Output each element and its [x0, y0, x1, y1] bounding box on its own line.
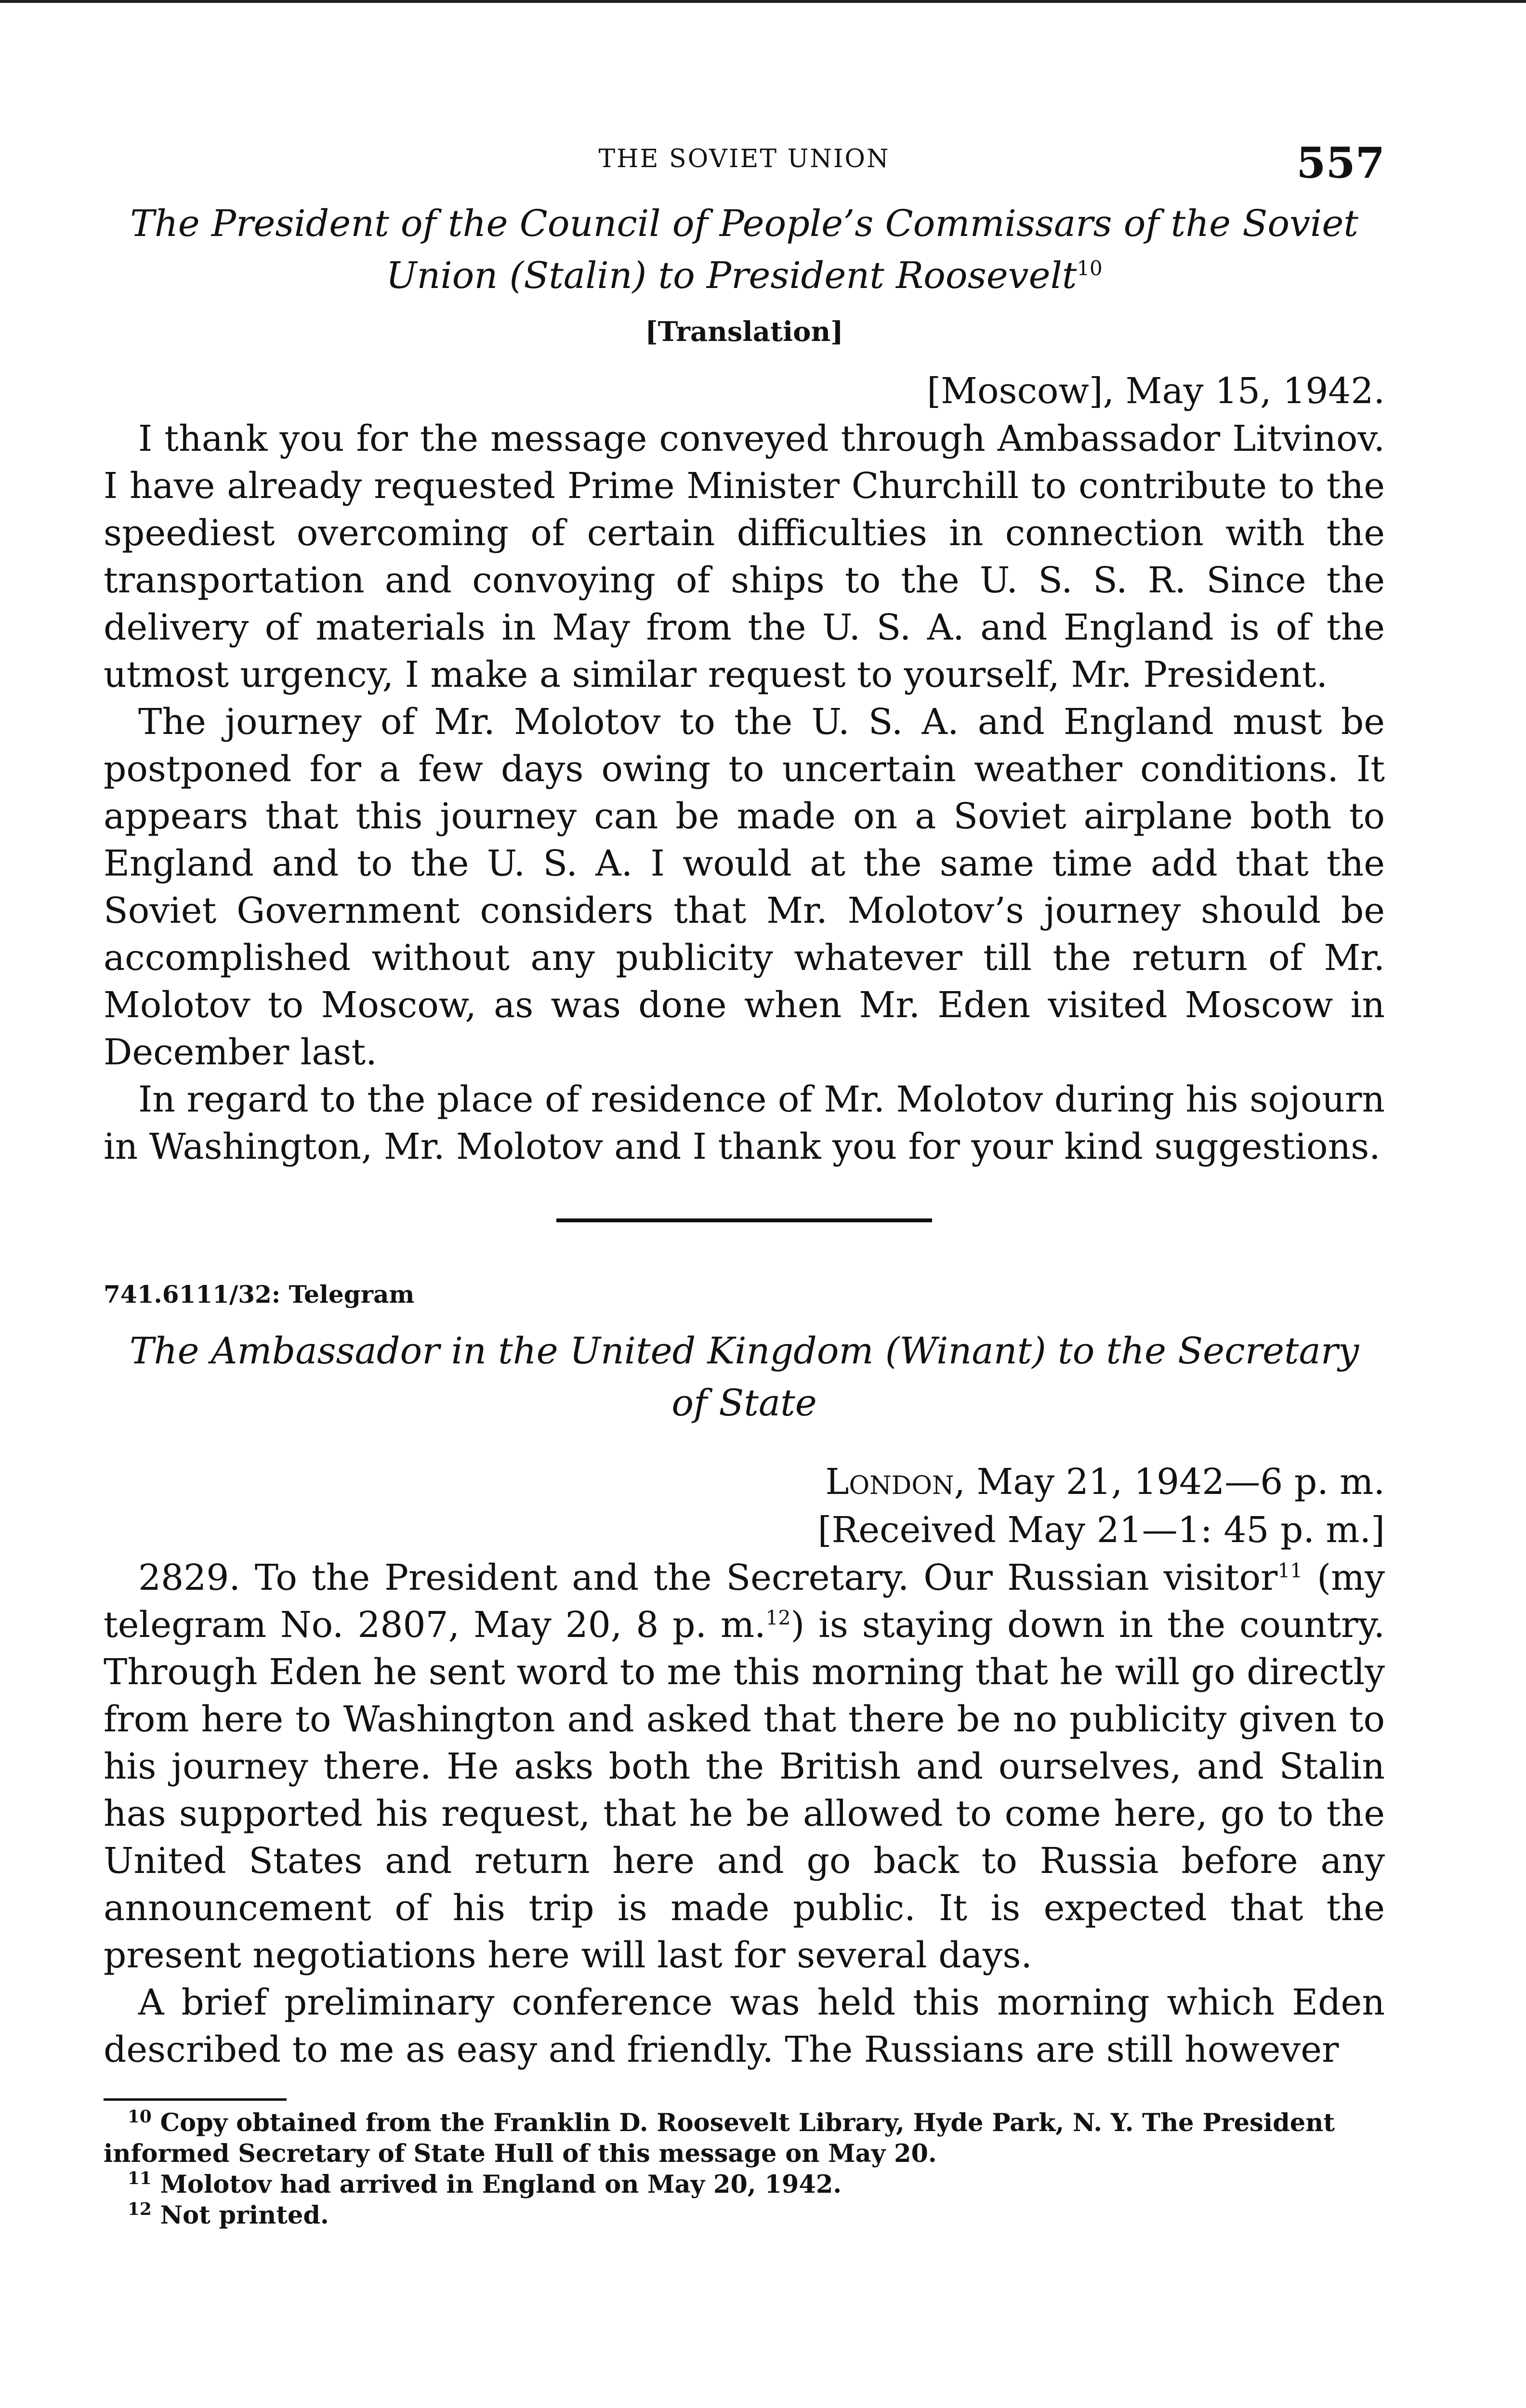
footnote: [104, 2169, 1385, 2200]
received-line: [Received May 21—1: 45 p. m.]: [817, 1509, 1385, 1551]
footnote-mark: 12: [128, 2199, 152, 2219]
section-divider: [556, 1218, 932, 1222]
document-heading: The Ambassador in the United Kingdom (Winant) to the Secretary of State: [129, 1329, 1359, 1424]
body-paragraph: The journey of Mr. Molotov to the U. S. A. and England must be postponed for a few days owing to uncertain weather conditions. It appears that this journey can be made on a Soviet airplane both to England and to the U. S. A. I would at the same time add that the Soviet Government considers that Mr. Molotov’s journey should be accomplished without any publicity whatever till the return of Mr. Molotov to Moscow, as was done when Mr. Eden visited Moscow in December last.: [104, 701, 1385, 1073]
page-body: [104, 138, 1385, 2231]
document-heading: [123, 197, 1366, 301]
footnote-ref-10[interactable]: 10: [1077, 256, 1103, 280]
document-winant-to-secretary: [104, 1280, 1385, 2073]
dateline-place: London,: [825, 1461, 965, 1503]
footnote: [104, 2107, 1385, 2169]
footnote-ref-11[interactable]: 11: [1277, 1559, 1303, 1583]
footnote-text: Copy obtained from the Franklin D. Roosevelt Library, Hyde Park, N. Y. The President informed Secretary of State Hull of this message on May 20.: [104, 2108, 1335, 2168]
dateline-time: May 21, 1942—6 p. m.: [976, 1461, 1385, 1503]
paragraph-text: 2829. To the President and the Secretary. Our Russian visitor: [138, 1557, 1278, 1598]
footnote-divider: [104, 2098, 287, 2101]
footnote-mark: 10: [128, 2107, 152, 2127]
footnote-text: Molotov had arrived in England on May 20, 1942.: [160, 2170, 842, 2199]
footnote: [104, 2200, 1385, 2231]
file-reference: 741.6111/32: Telegram: [104, 1280, 415, 1309]
running-title: THE SOVIET UNION: [598, 144, 890, 173]
footnote-text: Not printed.: [160, 2201, 329, 2230]
footnote-ref-12[interactable]: 12: [765, 1606, 791, 1630]
page-number: 557: [1296, 138, 1385, 188]
paragraph-text: ) is staying down in the country. Through Eden he sent word to me this morning that he will go directly from here to Washington and asked that there be no publicity given to his journey there. He asks both the British and ourselves, and Stalin has supported his request, that he be allowed to come here, go to the United States and return here and go back to Russia before any announcement of his trip is made public. It is expected that the present negotiations here will last for several days.: [104, 1604, 1385, 1976]
document-stalin-to-roosevelt: [104, 197, 1385, 1170]
paragraph-text: (my telegram No. 2807, May 20, 8 p. m.: [104, 1557, 1385, 1646]
body-paragraph: I thank you for the message conveyed through Ambassador Litvinov. I have already requested Prime Minister Churchill to contribute to the speediest overcoming of certain difficulties in connection with the transportation and convoying of ships to the U. S. S. R. Since the delivery of materials in May from the U. S. A. and England is of the utmost urgency, I make a similar request to yourself, Mr. President.: [104, 418, 1385, 695]
body-paragraph: [104, 1554, 1385, 1979]
dateline: [104, 1458, 1385, 1506]
body-paragraph: A brief preliminary conference was held this morning which Eden described to me as easy and friendly. The Russians are still however: [104, 1982, 1385, 2070]
heading-text: The President of the Council of People’s Commissars of the Soviet Union (Stalin) to President Roosevelt: [130, 202, 1358, 297]
footnote-mark: 11: [128, 2168, 152, 2188]
body-paragraph: In regard to the place of residence of Mr. Molotov during his sojourn in Washington, Mr. Molotov and I thank you for your kind suggestions.: [104, 1079, 1385, 1167]
running-head: [104, 138, 1385, 197]
translation-note: [Translation]: [645, 316, 843, 348]
top-border-line: [0, 0, 1526, 3]
dateline: [Moscow], May 15, 1942.: [927, 370, 1385, 412]
